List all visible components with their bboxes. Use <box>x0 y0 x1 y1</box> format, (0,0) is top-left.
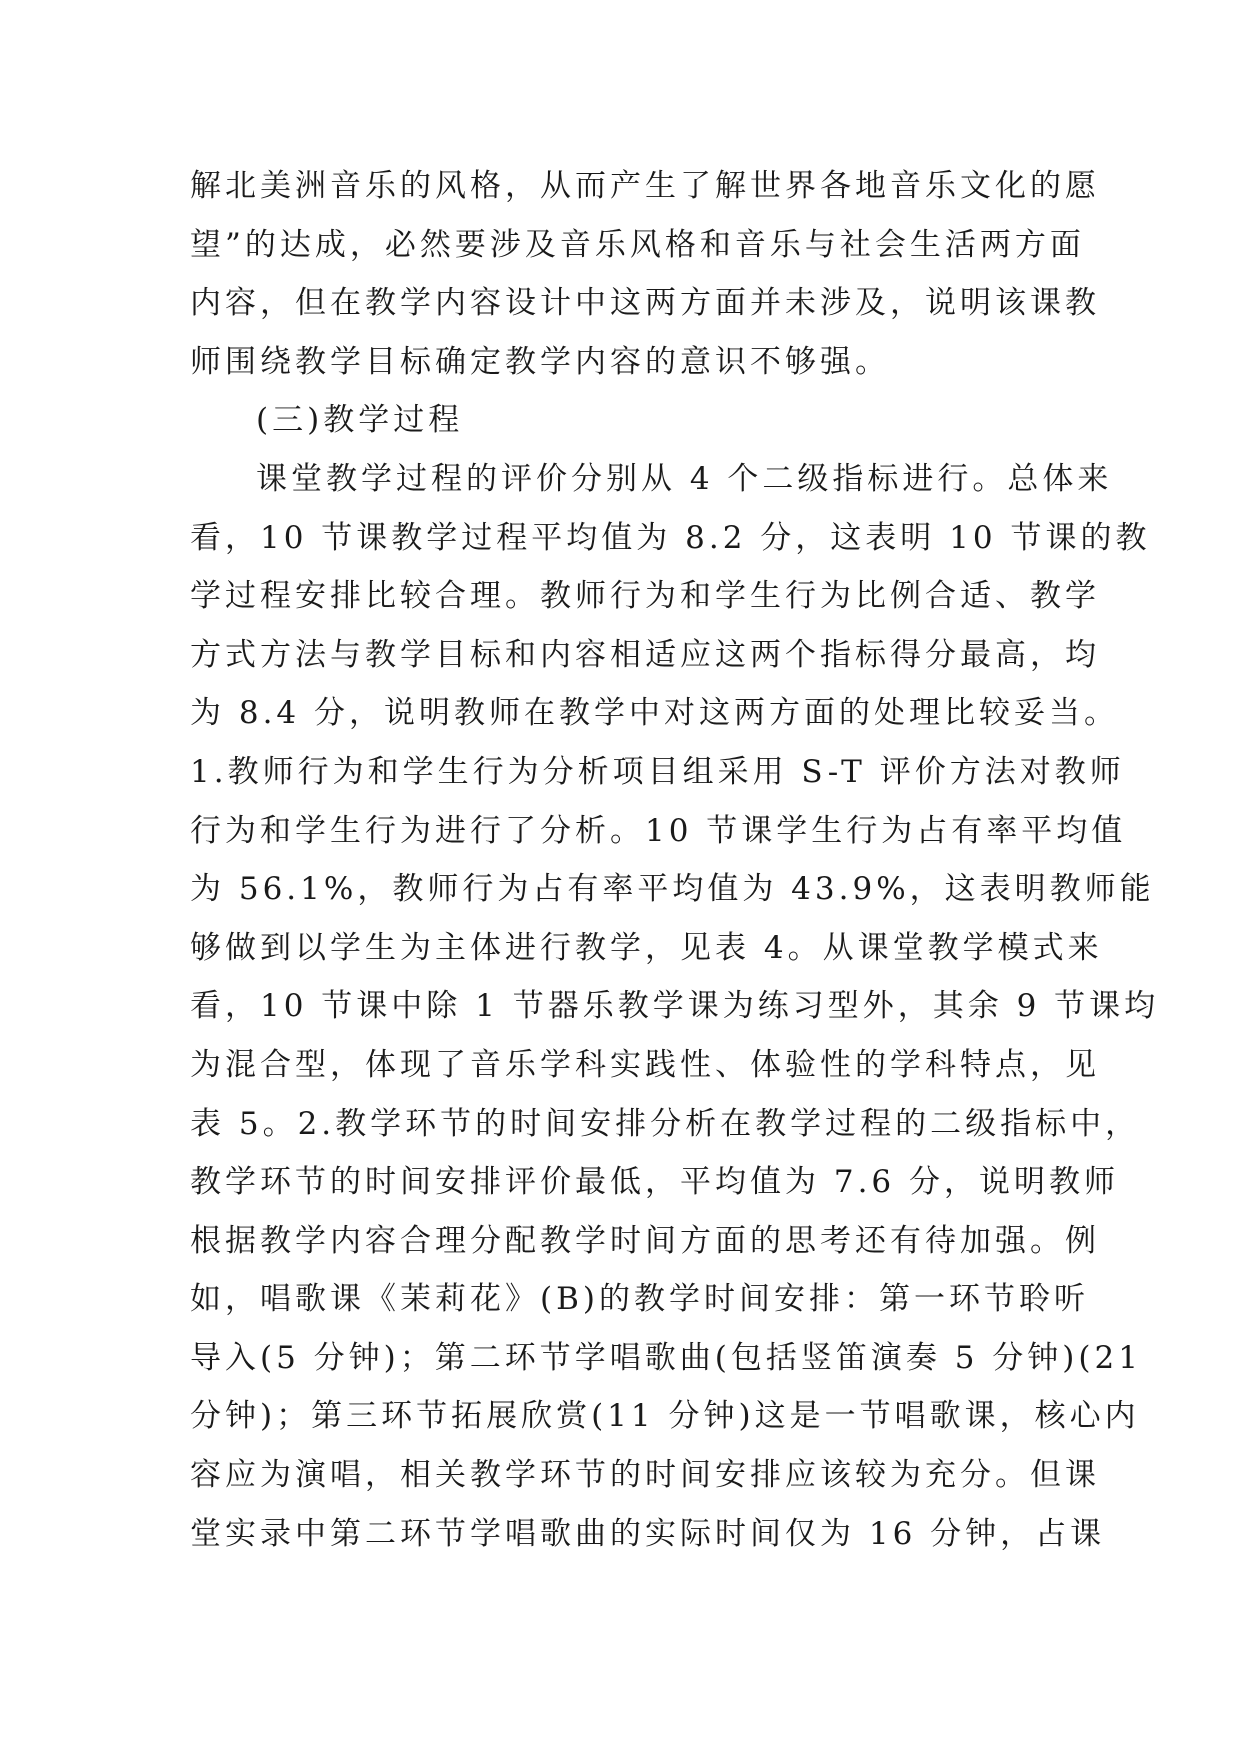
text-line: 望”的达成，必然要涉及音乐风格和音乐与社会生活两方面 <box>190 226 1085 263</box>
text-line: 1.教师行为和学生行为分析项目组采用 S-T 评价方法对教师 <box>190 753 1125 790</box>
text-line: 堂实录中第二环节学唱歌曲的实际时间仅为 16 分钟，占课 <box>190 1515 1106 1552</box>
text-line: 为 56.1%，教师行为占有率平均值为 43.9%，这表明教师能 <box>190 871 1155 908</box>
text-line: 为混合型，体现了音乐学科实践性、体验性的学科特点，见 <box>190 1046 1100 1083</box>
text-line: 解北美洲音乐的风格，从而产生了解世界各地音乐文化的愿 <box>190 168 1100 204</box>
body-text <box>190 157 1160 1563</box>
text-line: 内容，但在教学内容设计中这两方面并未涉及，说明该课教 <box>190 285 1100 322</box>
text-line: 行为和学生行为进行了分析。10 节课学生行为占有率平均值 <box>190 812 1127 849</box>
text-line: 看，10 节课教学过程平均值为 8.2 分，这表明 10 节课的教 <box>190 519 1151 556</box>
text-line: 课堂教学过程的评价分别从 4 个二级指标进行。总体来 <box>256 460 1113 497</box>
text-line: 教学环节的时间安排评价最低，平均值为 7.6 分，说明教师 <box>190 1164 1120 1201</box>
text-line: 导入(5 分钟)；第二环节学唱歌曲(包括竖笛演奏 5 分钟)(21 <box>190 1339 1142 1376</box>
text-line: 方式方法与教学目标和内容相适应这两个指标得分最高，均 <box>190 636 1100 673</box>
text-line: 学过程安排比较合理。教师行为和学生行为比例合适、教学 <box>190 578 1100 615</box>
text-line: 表 5。2.教学环节的时间安排分析在教学过程的二级指标中， <box>190 1105 1141 1142</box>
text-line: 看，10 节课中除 1 节器乐教学课为练习型外，其余 9 节课均 <box>190 988 1160 1025</box>
section-heading: (三)教学过程 <box>256 402 464 439</box>
text-line: 容应为演唱，相关教学环节的时间安排应该较为充分。但课 <box>190 1457 1100 1494</box>
text-line: 够做到以学生为主体进行教学，见表 4。从课堂教学模式来 <box>190 929 1103 966</box>
text-line: 分钟)；第三环节拓展欣赏(11 分钟)这是一节唱歌课，核心内 <box>190 1398 1140 1435</box>
text-line: 如，唱歌课《茉莉花》(B)的教学时间安排：第一环节聆听 <box>190 1281 1089 1318</box>
text-line: 根据教学内容合理分配教学时间方面的思考还有待加强。例 <box>190 1222 1100 1259</box>
text-line: 为 8.4 分，说明教师在教学中对这两方面的处理比较妥当。 <box>190 695 1120 732</box>
text-line: 师围绕教学目标确定教学内容的意识不够强。 <box>190 343 890 380</box>
